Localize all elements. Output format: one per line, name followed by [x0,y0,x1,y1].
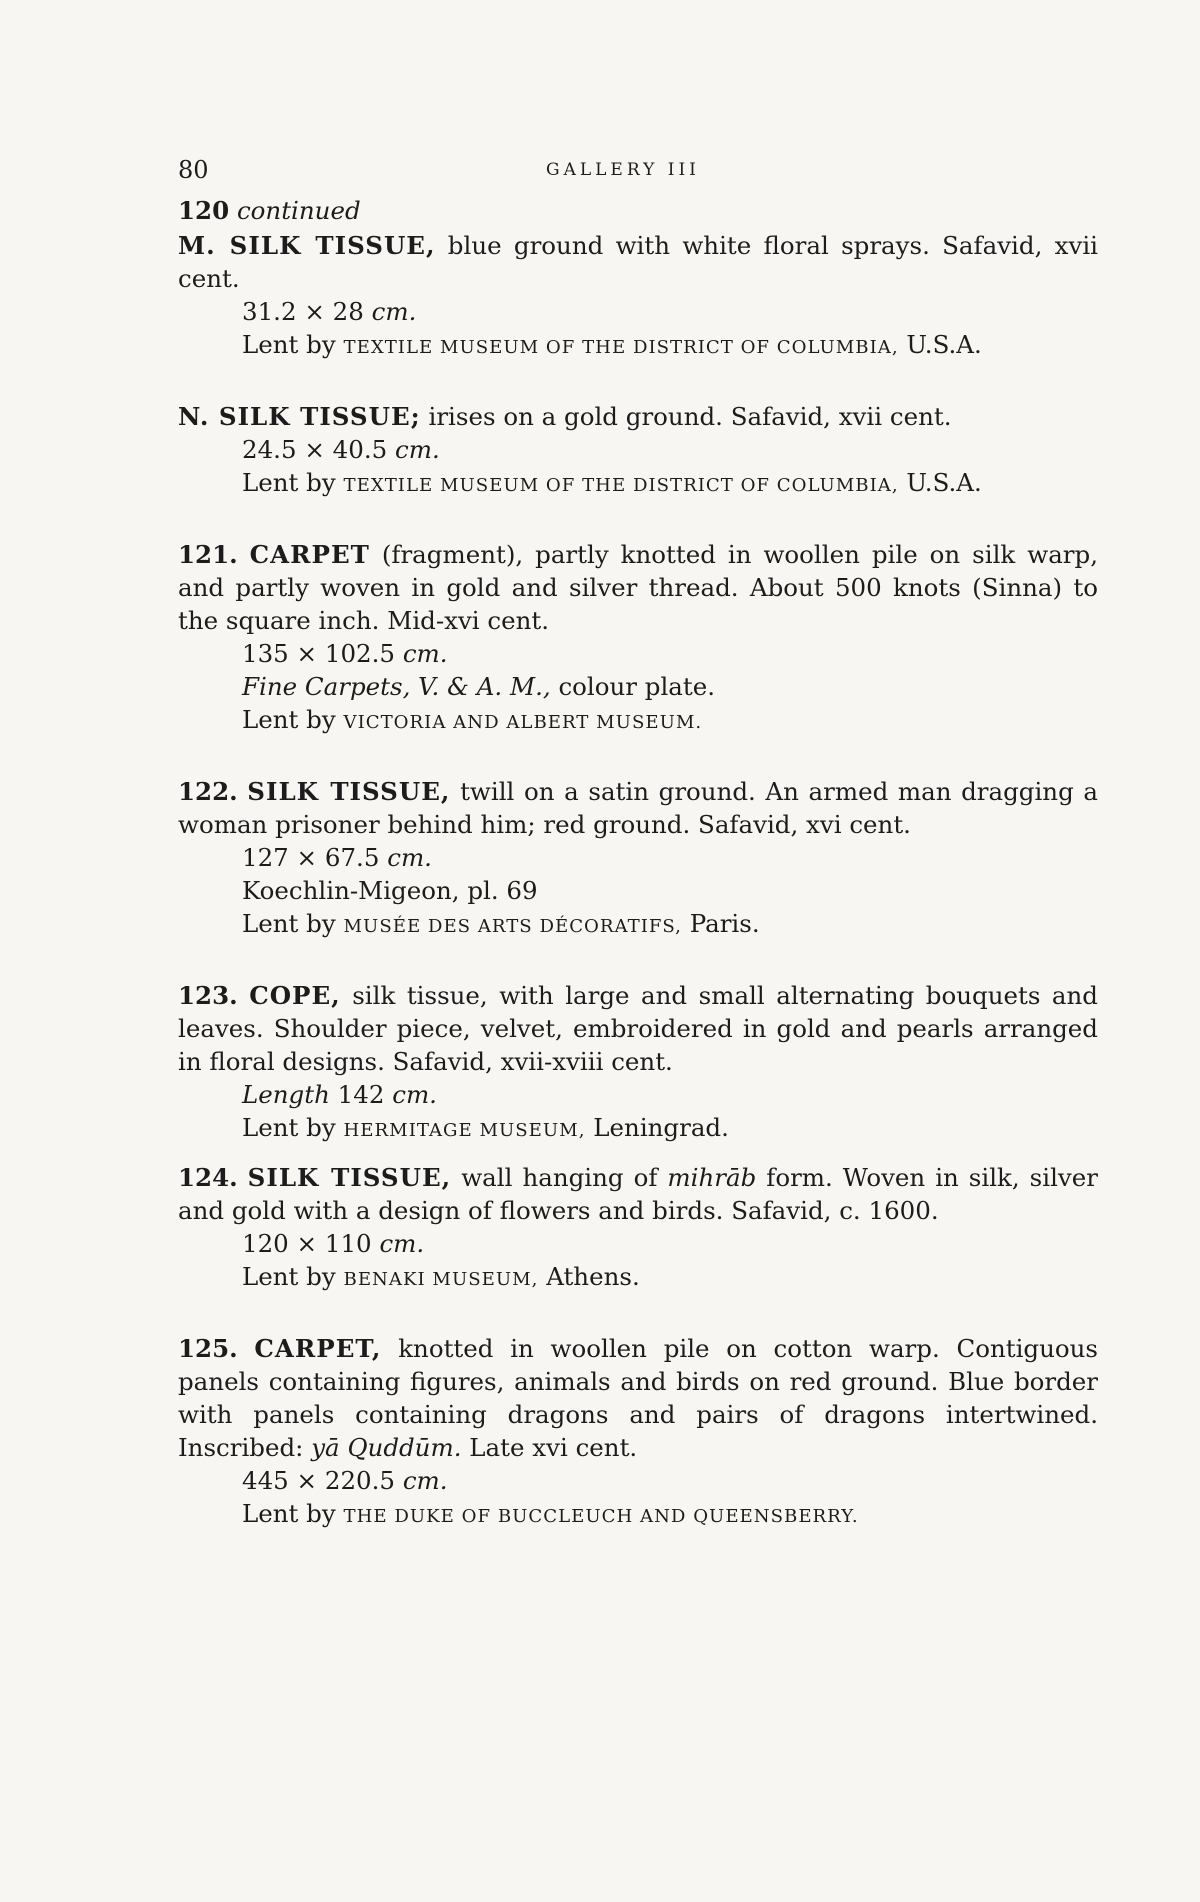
entry-heading: COPE, [249,981,341,1010]
entry-unit: cm. [387,843,432,872]
entry-number: 124. [178,1163,238,1192]
entry-121 [178,538,1098,739]
lender: TEXTILE MUSEUM OF THE DISTRICT OF COLUMBIA, [343,475,899,496]
entry-description: (fragment), partly knotted in woollen pile on silk warp, and partly woven in gold and silver thread. About 500 knots (Sinna) to the square inch. Mid-xvi cent. [178,540,1098,635]
entry-unit: cm. [371,297,417,326]
lender-place: U.S.A. [906,468,982,497]
entry-number: 123. [178,981,238,1010]
entry-unit: cm. [395,435,440,464]
entry-heading: CARPET [249,540,370,569]
entry-dimensions: 31.2 × 28 [242,297,364,326]
entry-125 [178,1332,1098,1533]
entry-123 [178,979,1098,1147]
entry-description: silk tissue, with large and small alternating bouquets and leaves. Shoulder piece, velvet, embroidered in gold and pearls arranged in floral designs. Safavid, xvii-xviii cent. [178,981,1098,1076]
entry-heading: SILK TISSUE, [247,777,451,806]
entry-heading: N. SILK TISSUE; [178,402,421,431]
entry-description: blue ground with white floral sprays. Safavid, xvii cent. [178,231,1098,293]
entry-number: 122. [178,777,238,806]
entry-dimensions: 142 [337,1080,385,1109]
entry-124 [178,1161,1098,1296]
lender-place: Paris. [689,909,760,938]
entry-description-italic: mihrāb [667,1163,757,1192]
entry-heading: M. SILK TISSUE, [178,231,436,260]
continued-label: continued [236,196,361,225]
lent-prefix: Lent by [242,1499,336,1528]
entry-dimensions: 127 × 67.5 [242,843,380,872]
gallery-title: GALLERY III [546,160,700,180]
entry-reference: Koechlin-Migeon, pl. 69 [242,876,538,905]
entry-number: 125. [178,1334,238,1363]
entry-description: knotted in woollen pile on cotton warp. Contiguous panels containing figures, animals and birds on red ground. Blue border with panels containing dragons and pairs of dragons intertwined. Inscribed: [178,1334,1098,1462]
entry-dimensions: 135 × 102.5 [242,639,396,668]
lent-prefix: Lent by [242,909,336,938]
entry-unit: cm. [402,1466,448,1495]
lent-prefix: Lent by [242,1262,336,1291]
lender: VICTORIA AND ALBERT MUSEUM. [343,712,703,733]
lent-prefix: Lent by [242,330,336,359]
lender: HERMITAGE MUSEUM, [343,1120,586,1141]
entry-unit: cm. [379,1229,425,1258]
lender-place: Athens. [546,1262,640,1291]
entry-unit: cm. [402,639,448,668]
entry-dimensions-label: Length [242,1080,330,1109]
entry-description: wall hanging of [451,1163,668,1192]
entry-dimensions: 445 × 220.5 [242,1466,396,1495]
entry-description-rest: form. Woven in silk, silver and gold with a design of flowers and birds. Safavid, c. 1600. [178,1163,1098,1225]
entry-unit: cm. [392,1080,437,1109]
continued-number: 120 [178,196,230,225]
entry-m [178,229,1098,364]
lender: THE DUKE OF BUCCLEUCH AND QUEENSBERRY. [343,1506,859,1527]
lender: MUSÉE DES ARTS DÉCORATIFS, [343,916,682,937]
entry-number: 121. [178,540,238,569]
lent-prefix: Lent by [242,705,336,734]
entry-description-rest: Late xvi cent. [461,1433,638,1462]
entry-reference: Fine Carpets, V. & A. M., [242,672,551,701]
continued-line [178,194,1098,227]
entry-heading: CARPET, [254,1334,382,1363]
lender: BENAKI MUSEUM, [343,1269,539,1290]
lender-place: U.S.A. [906,330,982,359]
entry-reference-rest: colour plate. [550,672,716,701]
entry-description: irises on a gold ground. Safavid, xvii cent. [420,402,952,431]
lent-prefix: Lent by [242,468,336,497]
entry-122 [178,775,1098,943]
entry-dimensions: 120 × 110 [242,1229,372,1258]
entry-dimensions: 24.5 × 40.5 [242,435,388,464]
lender: TEXTILE MUSEUM OF THE DISTRICT OF COLUMBIA, [343,337,899,358]
lent-prefix: Lent by [242,1113,336,1142]
entry-n [178,400,1098,502]
book-page [178,150,1098,1547]
page-number: 80 [178,156,209,184]
entry-heading: SILK TISSUE, [247,1163,452,1192]
entry-description: twill on a satin ground. An armed man dragging a woman prisoner behind him; red ground. Safavid, xvi cent. [178,777,1098,839]
running-head [178,150,1098,194]
lender-place: Leningrad. [593,1113,729,1142]
entry-description-italic: yā Quddūm. [311,1433,462,1462]
